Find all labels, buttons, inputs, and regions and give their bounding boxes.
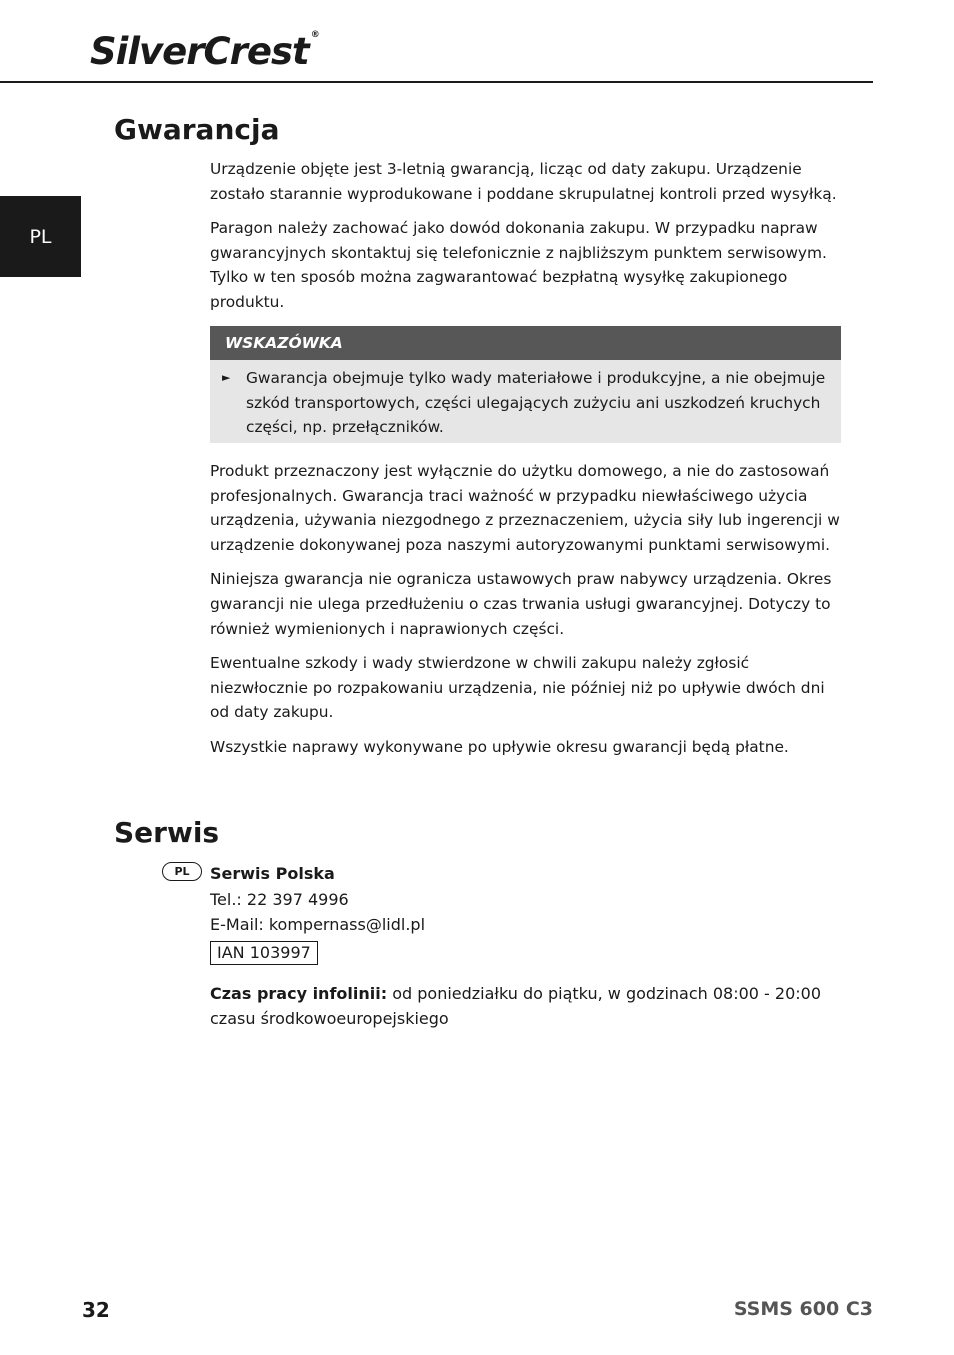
service-name: Serwis Polska	[210, 864, 335, 883]
warranty-paragraph: Paragon należy zachować jako dowód dokonania zakupu. W przypadku napraw gwarancyjnych skontaktuj się telefonicznie z najbliższym punktem serwisowym. Tylko w ten sposób można zagwarantować bezpłatną wysyłkę zakupionego produktu.	[210, 218, 827, 312]
triangle-right-icon: ►	[222, 371, 231, 384]
service-contact	[210, 861, 425, 965]
page-number: 32	[82, 1298, 110, 1322]
service-heading: Serwis	[114, 816, 220, 849]
warranty-paragraph: Wszystkie naprawy wykonywane po upływie okresu gwarancji będą płatne.	[210, 737, 789, 756]
service-email: E-Mail: kompernass@lidl.pl	[210, 915, 426, 934]
warranty-paragraph: Urządzenie objęte jest 3-letnią gwarancją, licząc od daty zakupu. Urządzenie zostało starannie wyprodukowane i poddane skrupulatnej kontroli przed wysyłką.	[210, 160, 837, 203]
brand-logo: SilverCrest ®	[90, 30, 319, 73]
hours-text: od poniedziałku do piątku, w godzinach 08:00 - 20:00 czasu środkowoeuropejskiego	[210, 984, 822, 1028]
warranty-details	[210, 459, 842, 769]
note-header: WSKAZÓWKA	[210, 326, 841, 360]
warranty-paragraph: Niniejsza gwarancja nie ogranicza ustawowych praw nabywcy urządzenia. Okres gwarancji nie ulega przedłużeniu o czas trwania usługi gwarancyjnej. Dotyczy to również wymienionych i naprawionych części.	[210, 570, 832, 638]
ian-number: IAN 103997	[210, 941, 318, 965]
header-rule	[0, 81, 873, 83]
country-badge: PL	[162, 862, 202, 881]
warranty-paragraph: Produkt przeznaczony jest wyłącznie do użytku domowego, a nie do zastosowań profesjonalnych. Gwarancja traci ważność w przypadku niewłaściwego użycia urządzenia, używania niezgodnego z przeznaczeniem, użycia siły lub ingerencji w urządzenie dokonywanej poza naszymi autoryzowanymi punktami serwisowymi.	[210, 462, 840, 555]
language-tab: PL	[0, 196, 81, 277]
hotline-hours	[210, 981, 842, 1031]
hours-label: Czas pracy infolinii:	[210, 984, 388, 1003]
note-body	[210, 360, 841, 443]
service-phone: Tel.: 22 397 4996	[210, 889, 349, 909]
note-box	[210, 326, 841, 443]
model-name: SSMS 600 C3	[733, 1298, 873, 1320]
note-text: Gwarancja obejmuje tylko wady materiałowe i produkcyjne, a nie obejmuje szkód transportowych, części ulegających zużyciu ani uszkodzeń kruchych części, np. przełączników.	[246, 369, 826, 437]
warranty-intro	[210, 157, 842, 324]
warranty-heading: Gwarancja	[114, 113, 280, 146]
warranty-paragraph: Ewentualne szkody i wady stwierdzone w chwili zakupu należy zgłosić niezwłocznie po rozpakowaniu urządzenia, nie później niż po upływie dwóch dni od daty zakupu.	[210, 653, 825, 722]
